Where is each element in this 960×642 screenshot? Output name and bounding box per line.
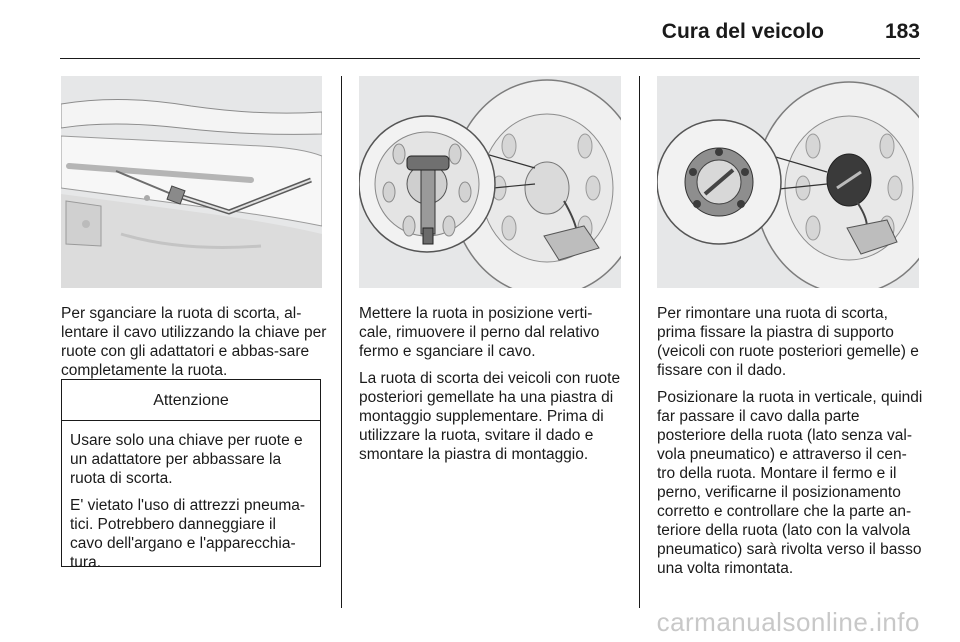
column-1-text bbox=[61, 304, 329, 388]
warning-paragraph: E' vietato l'uso di attrezzi pneuma-tici. Potrebbero danneggiare il cavo dell'argano e l'apparecchia-tura. bbox=[70, 497, 306, 571]
col2-paragraph: Mettere la ruota in posizione verti-cale, rimuovere il perno dal relativo fermo e sganciare il cavo. bbox=[359, 305, 600, 360]
column-2-text bbox=[359, 304, 625, 472]
figure-spare-wheel-plate bbox=[359, 76, 621, 288]
warning-body bbox=[62, 421, 320, 572]
column-divider-2 bbox=[639, 76, 640, 608]
figure-wheel-wrench bbox=[61, 76, 322, 288]
warning-paragraph: Usare solo una chiave per ruote e un adattatore per abbassare la ruota di scorta. bbox=[70, 432, 303, 487]
spare-wheel-plate-illustration bbox=[359, 76, 621, 288]
col3-paragraph: Posizionare la ruota in verticale, quindi far passare il cavo dalla parte posteriore della ruota (lato senza val-vola pneumatico) e attraverso il cen-tro della ruota. Montare il fermo e il perno, verificarne il posizionamento corretto e controllare che la parte an-teriore della ruota (lato con la valvola pneumatico) sarà rivolta verso il basso una volta rimontata. bbox=[657, 389, 923, 577]
col2-paragraph: La ruota di scorta dei veicoli con ruote posteriori gemellate ha una piastra di montaggio supplementare. Prima di utilizzare la ruota, svitare il dado e smontare la piastra di montaggio. bbox=[359, 370, 621, 463]
page-number: 183 bbox=[884, 20, 920, 43]
col3-paragraph: Per rimontare una ruota di scorta, prima fissare la piastra di supporto (veicoli con ruote posteriori gemelle) e fissare con il dado. bbox=[657, 305, 919, 379]
watermark: carmanualsonline.info bbox=[656, 607, 920, 637]
wheel-remount-illustration bbox=[657, 76, 919, 288]
column-divider-1 bbox=[341, 76, 342, 608]
column-3-text bbox=[657, 304, 923, 586]
figure-wheel-remount bbox=[657, 76, 919, 288]
page-header bbox=[60, 10, 920, 59]
warning-box bbox=[61, 379, 321, 571]
wheel-wrench-illustration bbox=[61, 76, 322, 288]
warning-title: Attenzione bbox=[62, 380, 320, 421]
section-title: Cura del veicolo bbox=[661, 20, 824, 43]
col1-paragraph: Per sganciare la ruota di scorta, al-lentare il cavo utilizzando la chiave per ruote con gli adattatori e abbas-sare completamente la ruota. bbox=[61, 305, 327, 379]
